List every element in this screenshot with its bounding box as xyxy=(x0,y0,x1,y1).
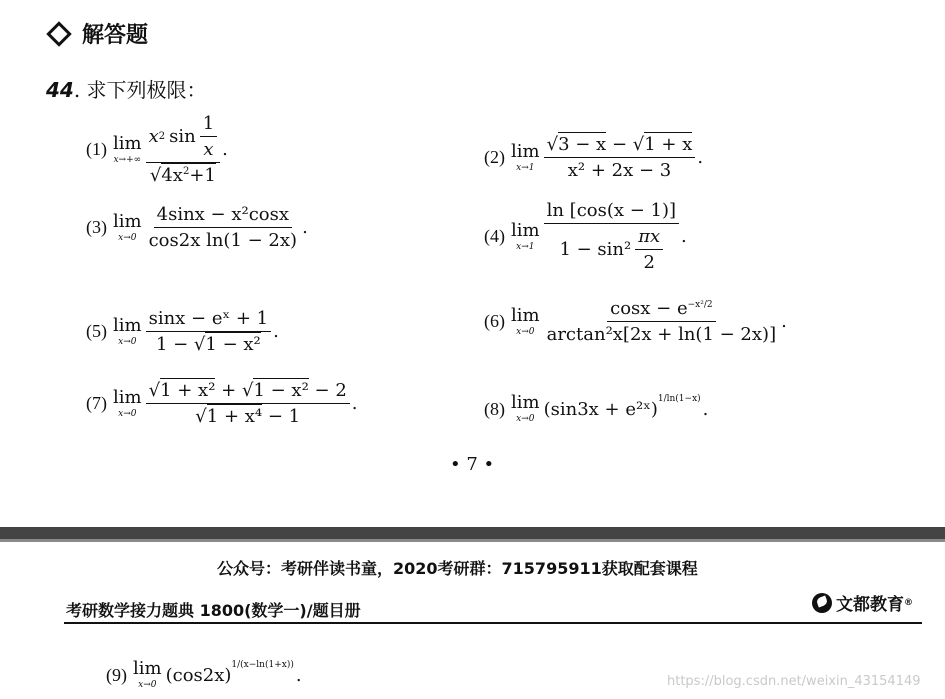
problem-6 xyxy=(484,298,787,345)
numerator: sinx − eˣ + 1 xyxy=(146,308,272,332)
lim-subscript: x→0 xyxy=(118,336,137,347)
num-term: cosx − e xyxy=(610,298,688,319)
lim-word: lim xyxy=(113,132,142,154)
den-tail: +1 xyxy=(189,165,216,186)
den-tail: − 1 xyxy=(262,406,301,427)
lim-subscript: x→0 xyxy=(516,414,535,424)
question-text: . 求下列极限： xyxy=(73,78,207,102)
fraction xyxy=(146,308,272,355)
page-number: • 7 • xyxy=(450,454,495,475)
problem-8 xyxy=(484,394,708,424)
numerator xyxy=(607,298,715,322)
inner-fraction xyxy=(635,226,663,273)
inner-fraction xyxy=(200,113,217,160)
end-period: . xyxy=(351,393,358,414)
lim-word: lim xyxy=(511,392,540,413)
sqrt-body: 1 + x⁴ xyxy=(206,406,263,427)
lim-subscript: x→0 xyxy=(118,408,137,419)
sqrt-body: 1 + x xyxy=(644,134,693,155)
question-number: 44 xyxy=(46,78,74,102)
problem-label: (7) xyxy=(86,393,107,413)
lim-word: lim xyxy=(511,304,540,326)
end-period: . xyxy=(295,664,302,686)
num-tail: − 2 xyxy=(308,380,347,401)
end-period: . xyxy=(681,226,687,247)
problem-label: (2) xyxy=(484,147,505,167)
limit-operator xyxy=(113,386,142,419)
num-exponent: −x²/2 xyxy=(687,300,713,310)
denominator: √1 + x⁴ − 1 xyxy=(195,406,301,427)
lim-word: lim xyxy=(511,219,540,241)
operator: + xyxy=(215,380,242,401)
numerator: 4sinx − x²cosx xyxy=(154,204,292,228)
numerator xyxy=(146,113,221,163)
header-rule xyxy=(64,622,922,624)
fraction xyxy=(146,113,221,186)
num-func: sin xyxy=(169,126,196,147)
logo-icon xyxy=(812,593,832,613)
limit-operator xyxy=(113,132,142,165)
lim-subscript: x→+∞ xyxy=(113,154,142,165)
end-period: . xyxy=(702,398,709,420)
problem-3 xyxy=(86,204,308,251)
problem-9 xyxy=(106,660,302,690)
problem-7 xyxy=(86,380,358,427)
lim-word: lim xyxy=(113,210,142,232)
logo-text: 文都教育 xyxy=(836,595,904,615)
inner-denominator: 2 xyxy=(643,252,655,273)
numerator: √1 + x² + √1 − x² − 2 xyxy=(146,380,350,404)
watermark: https://blog.csdn.net/weixin_43154149 xyxy=(667,674,921,689)
denominator xyxy=(556,224,666,273)
inner-denominator: x xyxy=(203,139,214,160)
lim-subscript: x→0 xyxy=(118,232,137,243)
inner-numerator: 1 xyxy=(200,113,217,137)
diamond-icon xyxy=(46,21,71,46)
promo-text: 公众号：考研伴读书童，2020考研群：715795911获取配套课程 xyxy=(217,559,698,578)
page-divider xyxy=(0,527,945,539)
den-term: 1 − sin² xyxy=(559,239,632,260)
lim-subscript: x→0 xyxy=(516,326,535,337)
end-period: . xyxy=(222,139,228,160)
section-title-text: 解答题 xyxy=(82,23,149,48)
problem-label: (3) xyxy=(86,217,107,237)
limit-operator xyxy=(133,660,162,690)
end-period: . xyxy=(273,321,279,342)
fraction xyxy=(544,200,679,273)
fraction xyxy=(544,134,696,181)
num-term: x xyxy=(148,126,159,147)
inner-numerator: πx xyxy=(635,226,663,250)
den-term: 1 − xyxy=(155,334,194,355)
expression-body: (cos2x) xyxy=(165,664,232,686)
problem-2 xyxy=(484,134,703,181)
fraction xyxy=(544,298,780,345)
publisher-logo xyxy=(812,590,913,615)
limit-operator xyxy=(511,219,540,252)
problem-label: (9) xyxy=(106,664,127,685)
denominator: $√4x^2+1$ xyxy=(149,165,216,186)
page-divider-shadow xyxy=(0,539,945,542)
fraction xyxy=(146,204,300,251)
limit-operator xyxy=(511,304,540,337)
book-header: 考研数学接力题典 1800(数学一)/题目册 xyxy=(66,601,361,620)
problem-1 xyxy=(86,113,228,186)
operator: − xyxy=(606,134,633,155)
limit-operator xyxy=(511,394,540,424)
denominator: x² + 2x − 3 xyxy=(567,160,672,181)
denominator: cos2x ln(1 − 2x) xyxy=(148,230,298,251)
fraction xyxy=(146,380,350,427)
registered-mark: ® xyxy=(904,597,913,608)
sqrt-body: 1 + x² xyxy=(160,380,216,401)
problem-label: (4) xyxy=(484,226,505,246)
problem-label: (6) xyxy=(484,311,505,331)
numerator: √3 − x − √1 + x xyxy=(544,134,696,158)
end-period: . xyxy=(781,311,787,332)
numerator: ln [cos(x − 1)] xyxy=(544,200,679,224)
den-term: 4x xyxy=(161,165,183,186)
lim-word: lim xyxy=(113,314,142,336)
limit-operator xyxy=(511,140,540,173)
lim-word: lim xyxy=(113,386,142,408)
sqrt-body: 3 − x xyxy=(558,134,607,155)
denominator: arctan²x[2x + ln(1 − 2x)] xyxy=(546,324,777,345)
question-header xyxy=(46,74,207,103)
expression-exponent: 1/(x−ln(1+x)) xyxy=(231,660,294,670)
lim-word: lim xyxy=(133,658,162,679)
expression-body: (sin3x + e²ˣ) xyxy=(543,398,658,420)
problem-5 xyxy=(86,308,279,355)
end-period: . xyxy=(697,147,704,168)
denominator: 1 − √1 − x² xyxy=(155,334,261,355)
lim-word: lim xyxy=(511,140,540,162)
den-exponent: 2 xyxy=(182,166,190,177)
problem-4 xyxy=(484,200,687,273)
section-title xyxy=(48,18,148,49)
problem-label: (1) xyxy=(86,139,107,159)
lim-subscript: x→1 xyxy=(516,241,535,252)
problem-label: (5) xyxy=(86,321,107,341)
problem-label: (8) xyxy=(484,398,505,419)
expression-exponent: 1/ln(1−x) xyxy=(657,394,701,404)
lim-subscript: x→0 xyxy=(138,680,157,690)
end-period: . xyxy=(302,217,308,238)
sqrt-body: 1 − x² xyxy=(205,334,261,355)
sqrt-body: 1 − x² xyxy=(253,380,309,401)
lim-subscript: x→1 xyxy=(516,162,535,173)
limit-operator xyxy=(113,314,142,347)
num-exponent: 2 xyxy=(158,131,166,142)
limit-operator xyxy=(113,210,142,243)
